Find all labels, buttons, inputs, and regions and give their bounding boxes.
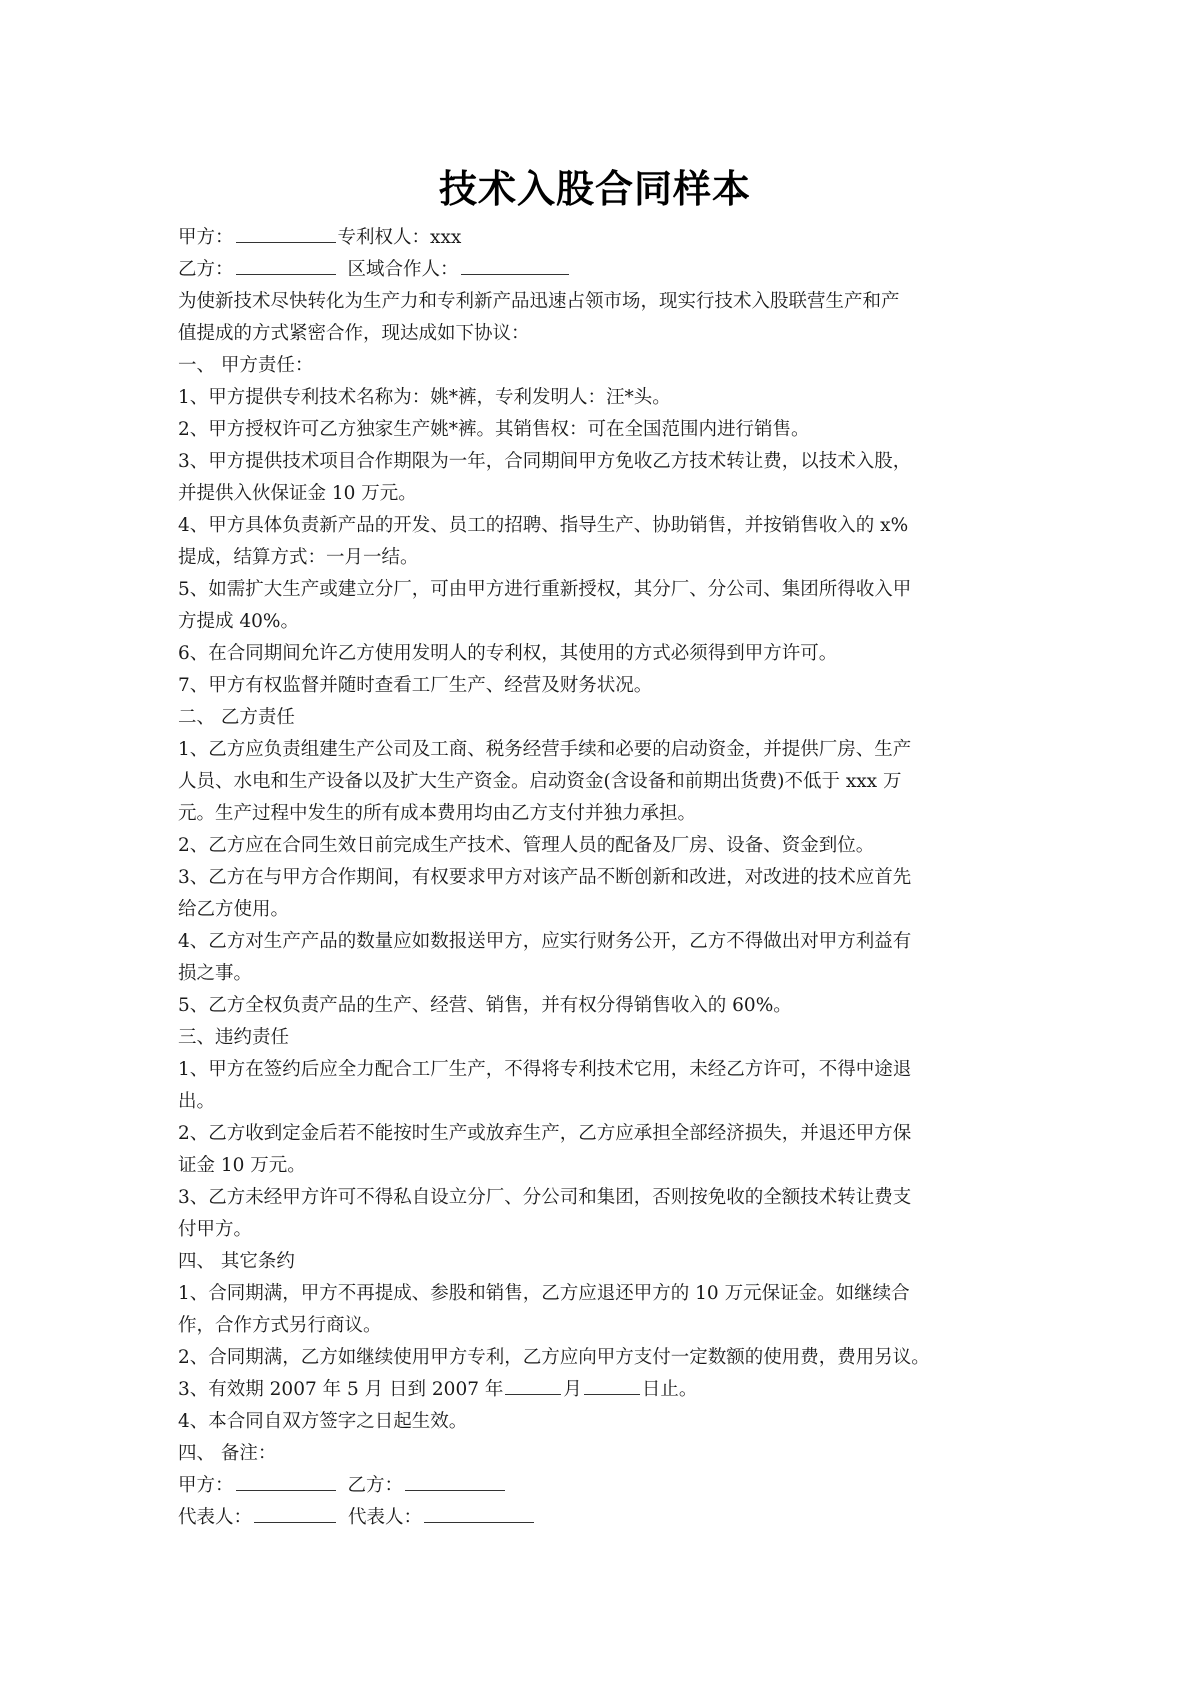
section-heading-breach-liability: 三、违约责任 bbox=[178, 1027, 290, 1048]
validity-end-label: 日止。 bbox=[641, 1379, 698, 1400]
clause-line: 4、甲方具体负责新产品的开发、员工的招聘、指导生产、协助销售，并按销售收入的 x% bbox=[178, 515, 909, 536]
clause-line: 2、乙方应在合同生效日前完成生产技术、管理人员的配备及厂房、设备、资金到位。 bbox=[178, 835, 875, 856]
section-heading-other-terms: 四、 其它条约 bbox=[178, 1251, 295, 1272]
clause-line: 方提成 40%。 bbox=[178, 611, 300, 632]
intro-line: 值提成的方式紧密合作，现达成如下协议： bbox=[178, 323, 530, 344]
clause-line: 2、合同期满，乙方如继续使用甲方专利，乙方应向甲方支付一定数额的使用费，费用另议。 bbox=[178, 1347, 930, 1368]
regional-partner-label: 区域合作人： bbox=[347, 259, 459, 280]
clause-line: 作，合作方式另行商议。 bbox=[178, 1315, 382, 1336]
section-heading-remarks: 四、 备注： bbox=[178, 1443, 277, 1464]
clause-line: 出。 bbox=[178, 1091, 216, 1112]
party-b-blank[interactable] bbox=[236, 254, 336, 275]
clause-line: 给乙方使用。 bbox=[178, 899, 290, 920]
clause-line: 7、甲方有权监督并随时查看工厂生产、经营及财务状况。 bbox=[178, 675, 653, 696]
rep-b-blank[interactable] bbox=[424, 1502, 534, 1523]
clause-line: 6、在合同期间允许乙方使用发明人的专利权，其使用的方式必须得到甲方许可。 bbox=[178, 643, 838, 664]
clause-line: 1、甲方在签约后应全力配合工厂生产，不得将专利技术它用，未经乙方许可，不得中途退 bbox=[178, 1059, 912, 1080]
party-a-label: 甲方： bbox=[178, 227, 234, 248]
sign-party-b-blank[interactable] bbox=[405, 1470, 505, 1491]
validity-month-blank[interactable] bbox=[505, 1374, 561, 1395]
sign-party-b-label: 乙方： bbox=[347, 1475, 404, 1496]
patentee-value: xxx bbox=[430, 227, 462, 248]
clause-line: 3、乙方在与甲方合作期间，有权要求甲方对该产品不断创新和改进，对改进的技术应首先 bbox=[178, 867, 912, 888]
clause-line: 3、乙方未经甲方许可不得私自设立分厂、分公司和集团，否则按免收的全额技术转让费支 bbox=[178, 1187, 912, 1208]
rep-b-label: 代表人： bbox=[348, 1507, 423, 1528]
rep-a-label: 代表人： bbox=[178, 1507, 253, 1528]
validity-month-label: 月 bbox=[563, 1379, 582, 1400]
validity-prefix: 3、有效期 2007 年 5 月 日到 2007 年 bbox=[178, 1379, 504, 1400]
signature-parties-line bbox=[178, 1470, 1028, 1502]
clause-line: 元。生产过程中发生的所有成本费用均由乙方支付并独力承担。 bbox=[178, 803, 697, 824]
intro-line: 为使新技术尽快转化为生产力和专利新产品迅速占领市场，现实行技术入股联营生产和产 bbox=[178, 291, 900, 312]
signature-reps-line bbox=[178, 1502, 1028, 1534]
clause-line: 5、乙方全权负责产品的生产、经营、销售，并有权分得销售收入的 60%。 bbox=[178, 995, 792, 1016]
effective-clause: 4、本合同自双方签字之日起生效。 bbox=[178, 1411, 468, 1432]
clause-line: 1、甲方提供专利技术名称为：姚*裤，专利发明人：汪*头。 bbox=[178, 387, 671, 408]
clause-line: 提成，结算方式：一月一结。 bbox=[178, 547, 419, 568]
regional-partner-blank[interactable] bbox=[461, 254, 569, 275]
clause-line: 人员、水电和生产设备以及扩大生产资金。启动资金(含设备和前期出货费)不低于 xxx 万 bbox=[178, 771, 902, 792]
section-heading-party-a-duties: 一、 甲方责任： bbox=[178, 355, 314, 376]
clause-line: 并提供入伙保证金 10 万元。 bbox=[178, 483, 417, 504]
clause-line: 证金 10 万元。 bbox=[178, 1155, 306, 1176]
clause-line: 1、乙方应负责组建生产公司及工商、税务经营手续和必要的启动资金，并提供厂房、生产 bbox=[178, 739, 912, 760]
clause-line: 1、合同期满，甲方不再提成、参股和销售，乙方应退还甲方的 10 万元保证金。如继续合 bbox=[178, 1283, 910, 1304]
clause-line: 2、甲方授权许可乙方独家生产姚*裤。其销售权：可在全国范围内进行销售。 bbox=[178, 419, 810, 440]
party-a-blank[interactable] bbox=[236, 222, 336, 243]
party-b-line bbox=[178, 254, 1028, 286]
document-body bbox=[178, 222, 1028, 1534]
document-title: 技术入股合同样本 bbox=[438, 167, 751, 211]
clause-line: 2、乙方收到定金后若不能按时生产或放弃生产，乙方应承担全部经济损失，并退还甲方保 bbox=[178, 1123, 912, 1144]
clause-line: 4、乙方对生产产品的数量应如数报送甲方，应实行财务公开，乙方不得做出对甲方利益有 bbox=[178, 931, 912, 952]
rep-a-blank[interactable] bbox=[254, 1502, 336, 1523]
clause-line: 付甲方。 bbox=[178, 1219, 253, 1240]
patentee-label: 专利权人： bbox=[337, 227, 431, 248]
party-a-line bbox=[178, 222, 1028, 254]
sign-party-a-label: 甲方： bbox=[178, 1475, 234, 1496]
validity-day-blank[interactable] bbox=[584, 1374, 640, 1395]
sign-party-a-blank[interactable] bbox=[236, 1470, 336, 1491]
section-heading-party-b-duties: 二、 乙方责任 bbox=[178, 707, 295, 728]
clause-line: 损之事。 bbox=[178, 963, 253, 984]
clause-line: 3、甲方提供技术项目合作期限为一年，合同期间甲方免收乙方技术转让费，以技术入股， bbox=[178, 451, 912, 472]
validity-line bbox=[178, 1374, 1028, 1406]
party-b-label: 乙方： bbox=[178, 259, 234, 280]
clause-line: 5、如需扩大生产或建立分厂，可由甲方进行重新授权，其分厂、分公司、集团所得收入甲 bbox=[178, 579, 912, 600]
